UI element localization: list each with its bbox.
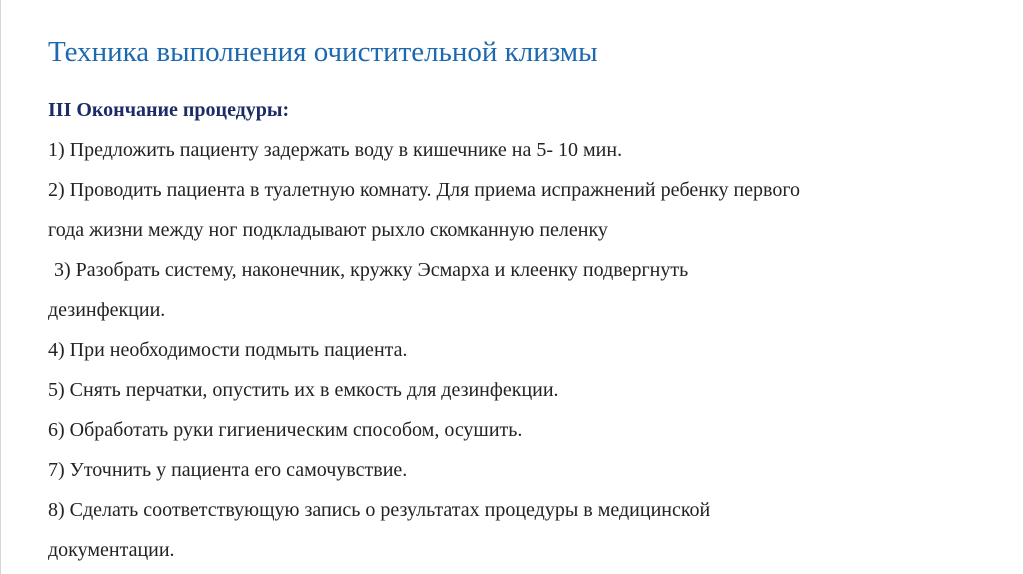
- step-line: года жизни между ног подкладывают рыхло скомканную пеленку: [48, 219, 608, 241]
- slide-content: [48, 90, 998, 570]
- step-line: 7) Уточнить у пациента его самочувствие.: [48, 459, 408, 481]
- step-item: [48, 170, 998, 250]
- step-item: [48, 410, 998, 450]
- slide-left-border: [0, 0, 1, 574]
- step-line: 4) При необходимости подмыть пациента.: [48, 339, 408, 361]
- step-item: [48, 450, 998, 490]
- step-line: 1) Предложить пациенту задержать воду в кишечнике на 5- 10 мин.: [48, 139, 623, 161]
- step-line: документации.: [48, 539, 175, 561]
- step-item: [48, 250, 998, 330]
- step-item: [48, 370, 998, 410]
- step-line: дезинфекции.: [48, 299, 166, 321]
- step-item: [48, 490, 998, 570]
- section-heading: III Окончание процедуры:: [48, 99, 290, 121]
- step-item: [48, 330, 998, 370]
- step-line: 3) Разобрать систему, наконечник, кружку Эсмарха и клеенку подвергнуть: [54, 259, 689, 281]
- step-line: 2) Проводить пациента в туалетную комнату. Для приема испражнений ребенку первого: [48, 179, 801, 201]
- step-item: [48, 130, 998, 170]
- step-line: 8) Сделать соответствующую запись о результатах процедуры в медицинской: [48, 499, 711, 521]
- step-line: 5) Снять перчатки, опустить их в емкость для дезинфекции.: [48, 379, 559, 401]
- step-line: 6) Обработать руки гигиеническим способом, осушить.: [48, 419, 523, 441]
- slide-title: Техника выполнения очистительной клизмы: [48, 36, 598, 68]
